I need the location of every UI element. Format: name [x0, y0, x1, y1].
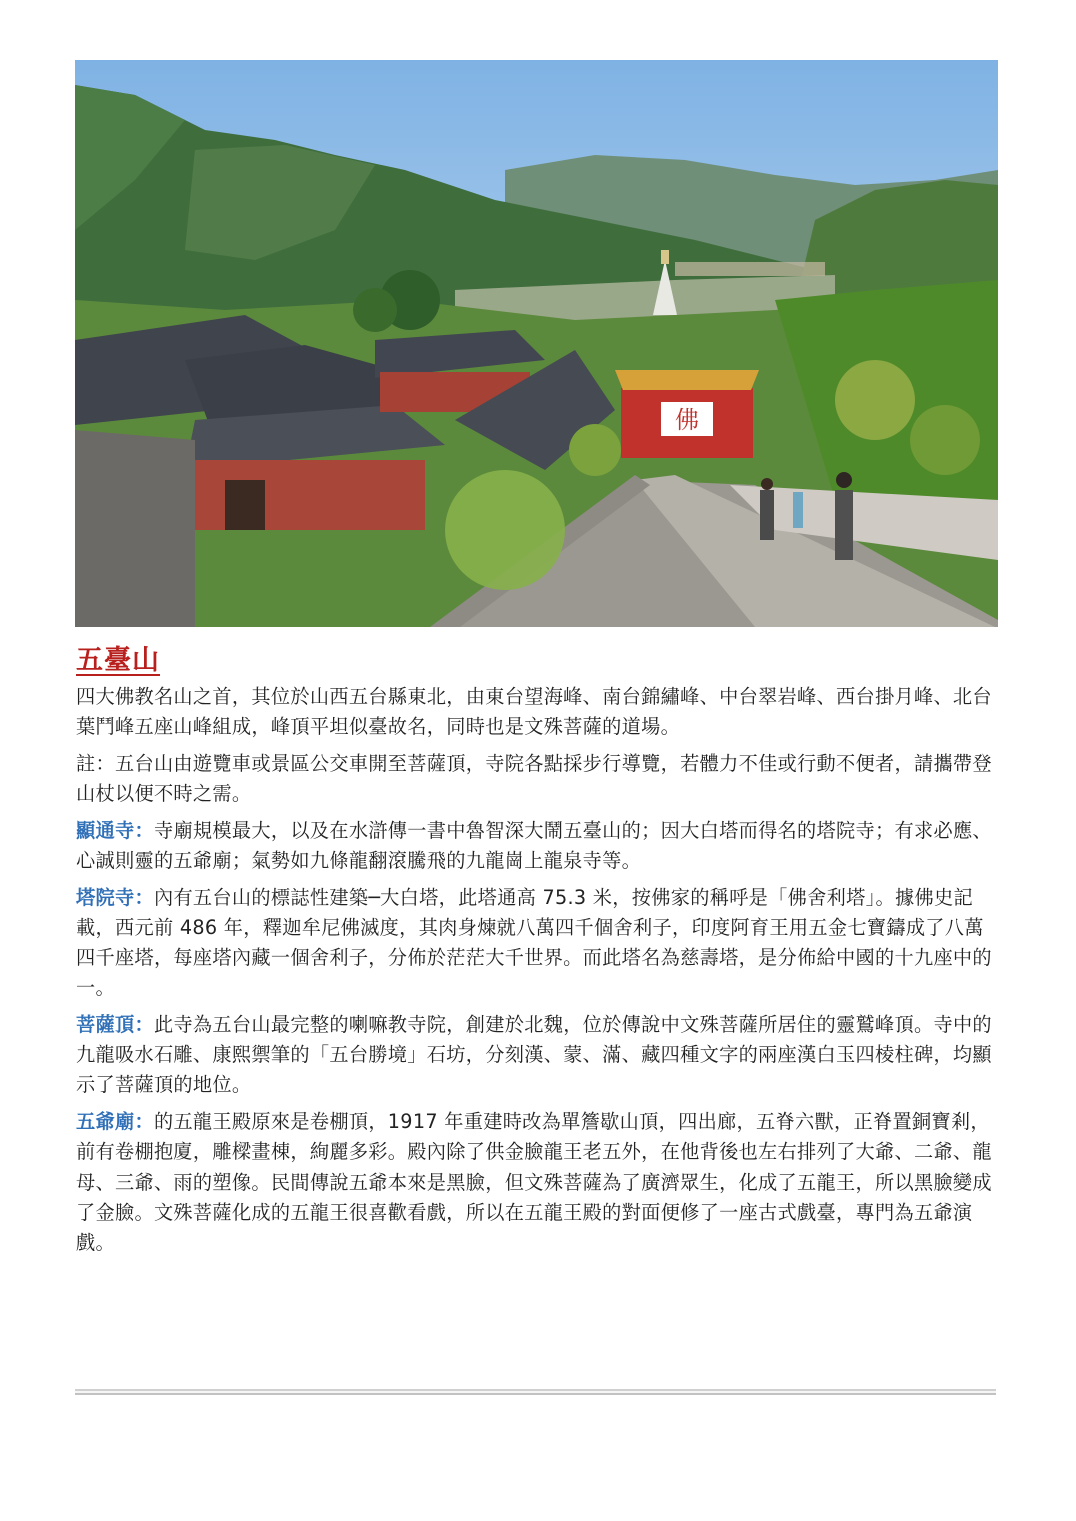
intro-paragraph [76, 682, 1001, 742]
paragraph-text: 寺廟規模最大，以及在水滸傳一書中魯智深大鬧五臺山的；因大白塔而得名的塔院寺；有求必應、心誠則靈的五爺廟；氣勢如九條龍翻滾騰飛的九龍崗上龍泉寺等。 [76, 818, 992, 873]
pusading-paragraph [76, 1010, 1001, 1101]
paragraph-text: 的五龍王殿原來是卷棚頂，1917 年重建時改為單簷歇山頂，四出廊，五脊六獸，正脊置銅寶剎，前有卷棚抱廈，雕樑畫棟，絢麗多彩。殿內除了供金臉龍王老五外，在他背後也左右排列了大爺、二爺、龍母、三爺、雨的塑像。民間傳說五爺本來是黑臉，但文殊菩薩為了廣濟眾生，化成了五龍王，所以黑臉變成了金臉。文殊菩薩化成的五龍王很喜歡看戲，所以在五龍王殿的對面便修了一座古式戲臺，專門為五爺演戲。 [76, 1110, 992, 1254]
gate-sign-glyph: 佛 [675, 406, 699, 434]
temple-label: 菩薩頂： [76, 1013, 154, 1037]
paragraph-text: 內有五台山的標誌性建築─大白塔，此塔通高 75.3 米，按佛家的稱呼是「佛舍利塔」。據佛史記載，西元前 486 年，釋迦牟尼佛滅度，其肉身煉就八萬四千個舍利子，印度阿育王用五金七寶鑄成了八萬四千座塔，每座塔內藏一個舍利子，分佈於茫茫大千世界。而此塔名為慈壽塔，是分佈給中國的十九座中的一。 [76, 885, 992, 1000]
section-divider [75, 1389, 996, 1395]
wutaishan-photo [75, 60, 998, 627]
paragraph-text: 此寺為五台山最完整的喇嘛教寺院，創建於北魏，位於傳說中文殊菩薩所居住的靈鷲峰頂。寺中的九龍吸水石雕、康熙禦筆的「五台勝境」石坊，分刻漢、蒙、滿、藏四種文字的兩座漢白玉四棱柱碑，均顯示了菩薩頂的地位。 [76, 1013, 992, 1097]
temple-label: 顯通寺： [76, 818, 154, 842]
article-body [76, 682, 1001, 1265]
paragraph-text: 註：五台山由遊覽車或景區公交車開至菩薩頂，寺院各點採步行導覽，若體力不佳或行動不便者，請攜帶登山杖以便不時之需。 [76, 751, 992, 806]
section-title: 五臺山 [76, 645, 160, 676]
paragraph-text: 四大佛教名山之首，其位於山西五台縣東北，由東台望海峰、南台錦繡峰、中台翠岩峰、西台掛月峰、北台葉鬥峰五座山峰組成，峰頂平坦似臺故名，同時也是文殊菩薩的道場。 [76, 685, 992, 739]
xiantong-temple-paragraph [76, 816, 1001, 876]
temple-landscape-illustration [75, 60, 998, 627]
wuye-temple-paragraph [76, 1107, 1001, 1258]
note-paragraph [76, 749, 1001, 809]
tayuan-temple-paragraph [76, 883, 1001, 1004]
temple-label: 塔院寺： [76, 885, 154, 909]
temple-label: 五爺廟： [76, 1110, 154, 1134]
